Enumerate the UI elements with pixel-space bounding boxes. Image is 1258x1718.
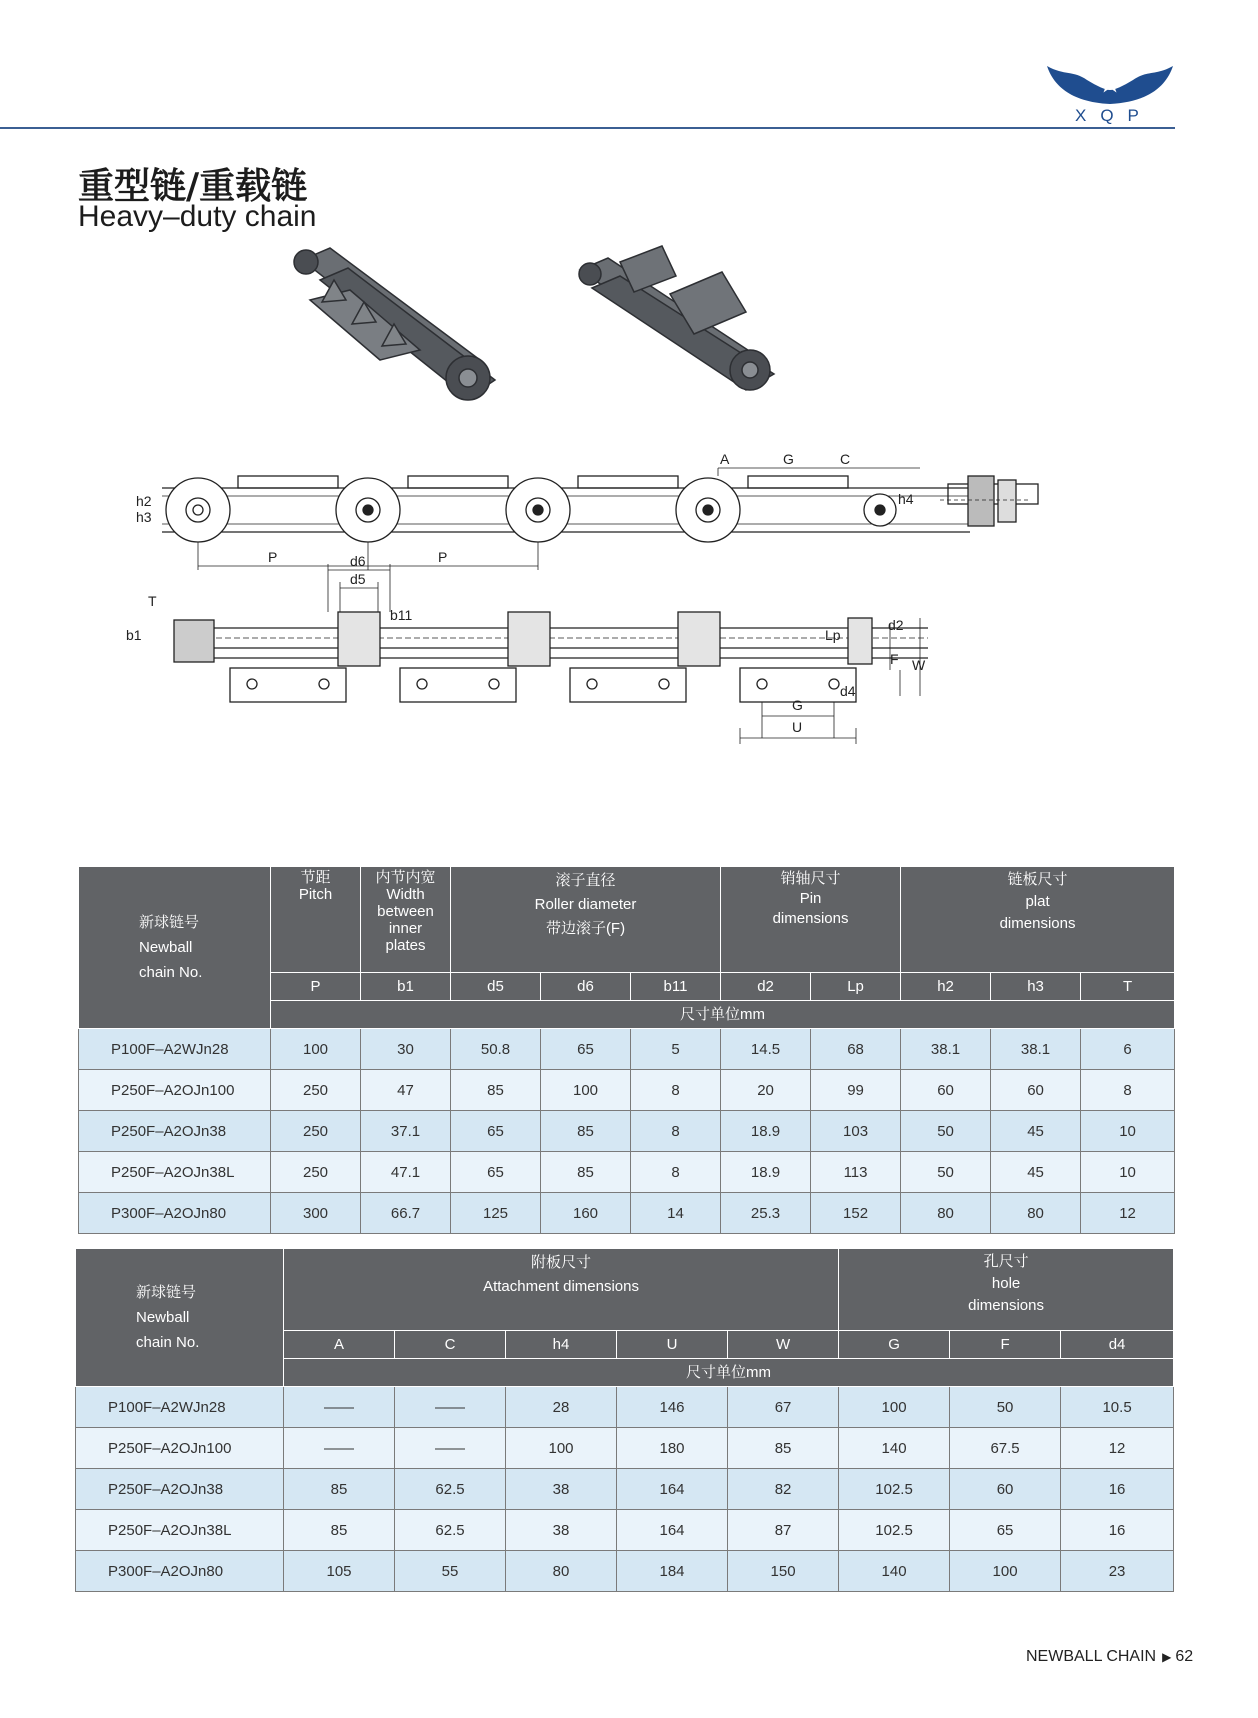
- table-row: P250F–A2OJn38 250 37.1 65 85 8 18.9 103 50 45 10: [79, 1111, 1175, 1152]
- dim-label-w: W: [912, 657, 926, 673]
- pin-dimensions-header: 销轴尺寸 Pin dimensions: [721, 867, 901, 973]
- table-row: P250F–A2OJn38L 250 47.1 65 85 8 18.9 113 50 45 10: [79, 1152, 1175, 1193]
- col-header-a: A: [284, 1331, 395, 1359]
- col-header-d2: d2: [721, 973, 811, 1001]
- dim-label-lp: Lp: [825, 627, 841, 643]
- page-number: 62: [1175, 1648, 1194, 1665]
- roller-4: [676, 478, 740, 542]
- table-row: P250F–A2OJn100 —— —— 100 180 85 140 67.5 12: [76, 1428, 1174, 1469]
- col-header-h4: h4: [506, 1331, 617, 1359]
- triangle-right-icon: ▶: [1162, 1650, 1172, 1664]
- roller-3: [506, 478, 570, 542]
- dim-label-g-top: G: [783, 451, 794, 467]
- page-title-cn: 重型链/重载链: [78, 166, 308, 207]
- col-header-d5: d5: [451, 973, 541, 1001]
- roller-2: [336, 478, 400, 542]
- header-rule: [0, 127, 1175, 129]
- dim-label-h4: h4: [898, 491, 914, 507]
- dim-label-t: T: [148, 593, 157, 609]
- dim-label-d6: d6: [350, 553, 366, 569]
- col-header-b11: b11: [631, 973, 721, 1001]
- dim-label-d5: d5: [350, 571, 366, 587]
- col-header-d6: d6: [541, 973, 631, 1001]
- table-row: P300F–A2OJn80 105 55 80 184 150 140 100 23: [76, 1551, 1174, 1592]
- col-header-g: G: [839, 1331, 950, 1359]
- col-header-lp: Lp: [811, 973, 901, 1001]
- end-section-view: [940, 476, 1038, 526]
- page-footer: [1026, 1648, 1193, 1666]
- chain-product-photos: [290, 240, 870, 430]
- attachment-spec-table: [75, 1248, 1174, 1592]
- page-title-en: Heavy–duty chain: [78, 200, 317, 233]
- dim-label-b1: b1: [126, 627, 142, 643]
- col-header-b1: b1: [361, 973, 451, 1001]
- unit-label: 尺寸单位mm: [271, 1001, 1175, 1029]
- dim-label-d2: d2: [888, 617, 904, 633]
- dim-label-f: F: [890, 651, 899, 667]
- table-row: P100F–A2WJn28 —— —— 28 146 67 100 50 10.5: [76, 1387, 1174, 1428]
- table-row: P100F–A2WJn28 100 30 50.8 65 5 14.5 68 38.1 38.1 6: [79, 1029, 1175, 1070]
- col-header-w: W: [728, 1331, 839, 1359]
- col-header-d4: d4: [1061, 1331, 1174, 1359]
- attachment-dimensions-header: 附板尺寸 Attachment dimensions: [284, 1249, 839, 1331]
- table-row: P250F–A2OJn38 85 62.5 38 164 82 102.5 60 16: [76, 1469, 1174, 1510]
- dim-label-p2: P: [438, 549, 448, 565]
- col-header-h2: h2: [901, 973, 991, 1001]
- table-row: P250F–A2OJn38L 85 62.5 38 164 87 102.5 65 16: [76, 1510, 1174, 1551]
- table-row: P300F–A2OJn80 300 66.7 125 160 14 25.3 152 80 80 12: [79, 1193, 1175, 1234]
- col-header-t: T: [1081, 973, 1175, 1001]
- logo-text: XQP: [1075, 106, 1153, 125]
- dim-label-h2: h2: [136, 493, 152, 509]
- chain-photo-right: [579, 246, 774, 390]
- hole-dimensions-header: 孔尺寸 hole dimensions: [839, 1249, 1174, 1331]
- dim-label-a: A: [720, 451, 730, 467]
- dim-label-c: C: [840, 451, 851, 467]
- dim-label-g-bottom: G: [792, 697, 803, 713]
- chain-technical-drawing: [120, 451, 1150, 830]
- dim-label-d4: d4: [840, 683, 856, 699]
- footer-text: NEWBALL CHAIN: [1026, 1648, 1157, 1665]
- dim-label-u: U: [792, 719, 803, 735]
- roller-diameter-header: 滚子直径 Roller diameter 带边滚子(F): [451, 867, 721, 973]
- col-header-u: U: [617, 1331, 728, 1359]
- dim-label-b11: b11: [390, 607, 413, 623]
- col-header-h3: h3: [991, 973, 1081, 1001]
- pitch-header: 节距 Pitch: [271, 867, 361, 973]
- chain-spec-table: [78, 866, 1175, 1234]
- dim-label-p1: P: [268, 549, 278, 565]
- col-header-c: C: [395, 1331, 506, 1359]
- model-header: 新球链号 Newball chain No.: [79, 867, 271, 1029]
- model-header: 新球链号 Newball chain No.: [76, 1249, 284, 1387]
- chain-plan-view: [174, 564, 928, 744]
- col-header-p: P: [271, 973, 361, 1001]
- inner-width-header: 内节内宽 Width between inner plates: [361, 867, 451, 973]
- chain-side-view: [162, 468, 1038, 570]
- col-header-f: F: [950, 1331, 1061, 1359]
- dim-label-h3: h3: [136, 509, 152, 525]
- plate-dimensions-header: 链板尺寸 plat dimensions: [901, 867, 1175, 973]
- roller-1: [166, 478, 230, 542]
- table-row: P250F–A2OJn100 250 47 85 100 8 20 99 60 60 8: [79, 1070, 1175, 1111]
- roller-5: [864, 494, 896, 526]
- unit-label: 尺寸单位mm: [284, 1359, 1174, 1387]
- chain-photo-left: [294, 248, 495, 400]
